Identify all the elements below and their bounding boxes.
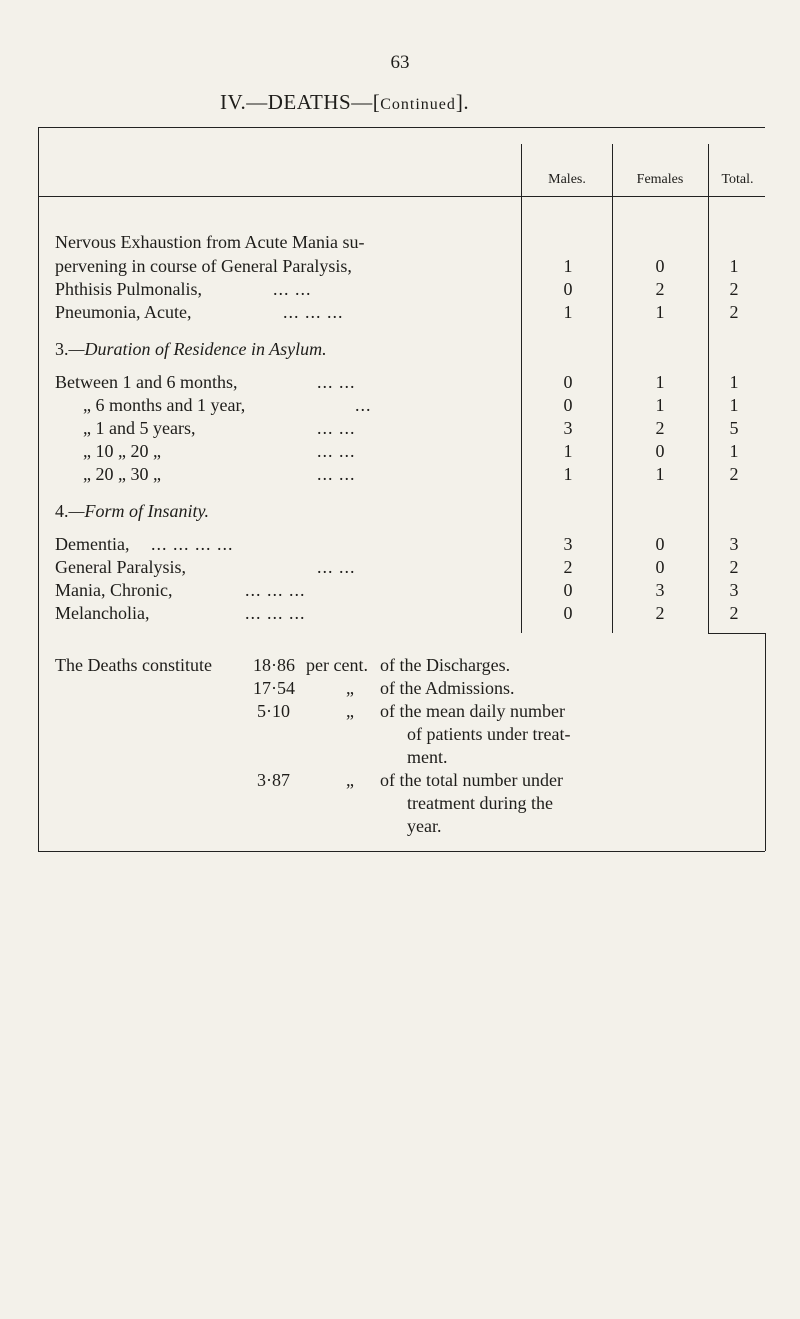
section-title: —Duration of Residence in Asylum.	[68, 339, 327, 359]
females-value: 1	[655, 302, 665, 322]
title-continued: Continued	[380, 96, 456, 113]
table-bottom-rule	[38, 851, 765, 852]
leader-dots: ... ... ... ...	[151, 534, 234, 554]
females-value: 2	[655, 279, 665, 299]
summary-ditto: „	[346, 770, 354, 790]
header-males: Males.	[548, 172, 586, 187]
row-label: General Paralysis,	[55, 557, 186, 577]
males-value: 3	[563, 418, 573, 438]
females-value: 0	[655, 557, 665, 577]
summary-ditto: per cent.	[306, 655, 368, 675]
leader-dots: ... ...	[317, 418, 356, 438]
females-value: 3	[655, 580, 665, 600]
section-heading-duration	[55, 339, 327, 360]
females-value: 0	[655, 441, 665, 461]
row-label: „ 20 „ 30 „	[83, 464, 161, 484]
males-value: 3	[563, 534, 573, 554]
males-value: 0	[563, 372, 573, 392]
page-number: 63	[390, 52, 410, 73]
table-row	[55, 441, 695, 465]
title-end: ].	[455, 90, 470, 114]
summary-text: of the Discharges.	[380, 655, 511, 675]
table-row	[55, 534, 695, 558]
row-label: „ 1 and 5 years,	[83, 418, 196, 438]
males-value: 0	[563, 603, 573, 623]
males-value: 0	[563, 395, 573, 415]
leader-dots: ... ...	[317, 557, 356, 577]
summary-text: year.	[407, 816, 442, 836]
males-value: 1	[563, 464, 573, 484]
table-row	[55, 395, 695, 419]
table-top-rule	[38, 127, 765, 128]
table-row	[55, 232, 695, 256]
summary-text: of the total number under	[380, 770, 563, 790]
summary-text: of the mean daily number	[380, 701, 565, 721]
table-left-rule	[38, 127, 39, 852]
summary-text: of patients under treat-	[407, 724, 571, 744]
summary-ditto: „	[346, 678, 354, 698]
table-row	[55, 302, 695, 326]
females-value: 1	[655, 395, 665, 415]
total-value: 3	[729, 534, 739, 554]
table-row	[55, 256, 695, 280]
summary-value: 17·54	[253, 678, 295, 698]
leader-dots: ... ...	[273, 279, 312, 299]
table-row	[55, 279, 695, 303]
table-row	[55, 372, 695, 396]
header-total: Total.	[721, 172, 754, 187]
total-value: 2	[729, 464, 739, 484]
row-label: „ 6 months and 1 year,	[83, 395, 246, 415]
total-value: 1	[729, 372, 739, 392]
table-right-rule	[765, 633, 766, 851]
table-row	[55, 580, 695, 604]
section-number: 3.	[55, 339, 69, 359]
females-value: 0	[655, 534, 665, 554]
section-number: 4.	[55, 501, 69, 521]
total-value: 1	[729, 441, 739, 461]
table-row	[55, 418, 695, 442]
females-value: 0	[655, 256, 665, 276]
leader-dots: ... ... ...	[245, 603, 306, 623]
summary-value: 5·10	[257, 701, 290, 721]
row-label: Pneumonia, Acute,	[55, 302, 192, 322]
females-value: 2	[655, 603, 665, 623]
leader-dots: ... ...	[317, 372, 356, 392]
row-label: Phthisis Pulmonalis,	[55, 279, 203, 299]
row-label: Nervous Exhaustion from Acute Mania su-	[55, 232, 365, 252]
females-value: 1	[655, 464, 665, 484]
row-label: Mania, Chronic,	[55, 580, 173, 600]
row-label: Melancholia,	[55, 603, 150, 623]
total-value: 1	[729, 395, 739, 415]
total-value: 2	[729, 603, 739, 623]
table-end-rule	[708, 633, 765, 634]
summary-text: treatment during the	[407, 793, 553, 813]
males-value: 1	[563, 256, 573, 276]
row-label: pervening in course of General Paralysis,	[55, 256, 352, 276]
males-value: 1	[563, 441, 573, 461]
leader-dots: ... ... ...	[283, 302, 344, 322]
summary-text: ment.	[407, 747, 448, 767]
summary-intro: The Deaths constitute	[55, 655, 212, 675]
table-row	[55, 464, 695, 488]
males-value: 0	[563, 279, 573, 299]
title-main: IV.—DEATHS—[	[220, 90, 381, 114]
table-row	[55, 603, 695, 627]
total-value: 5	[729, 418, 739, 438]
table-row	[55, 557, 695, 581]
header-females: Females	[636, 172, 684, 187]
males-value: 2	[563, 557, 573, 577]
page-title	[220, 90, 469, 115]
leader-dots: ... ... ...	[245, 580, 306, 600]
total-value: 2	[729, 557, 739, 577]
total-value: 2	[729, 302, 739, 322]
females-value: 2	[655, 418, 665, 438]
column-rule	[708, 144, 709, 633]
row-label: „ 10 „ 20 „	[83, 441, 161, 461]
summary-value: 3·87	[257, 770, 290, 790]
females-value: 1	[655, 372, 665, 392]
total-value: 2	[729, 279, 739, 299]
leader-dots: ... ...	[317, 464, 356, 484]
summary-text: of the Admissions.	[380, 678, 515, 698]
section-heading-form	[55, 501, 209, 522]
total-value: 3	[729, 580, 739, 600]
summary-value: 18·86	[253, 655, 295, 675]
males-value: 0	[563, 580, 573, 600]
leader-dots: ...	[355, 395, 372, 415]
section-title: —Form of Insanity.	[68, 501, 210, 521]
leader-dots: ... ...	[317, 441, 356, 461]
row-label: Between 1 and 6 months,	[55, 372, 238, 392]
header-rule	[38, 196, 765, 197]
total-value: 1	[729, 256, 739, 276]
males-value: 1	[563, 302, 573, 322]
row-label: Dementia,	[55, 534, 130, 554]
summary-ditto: „	[346, 701, 354, 721]
